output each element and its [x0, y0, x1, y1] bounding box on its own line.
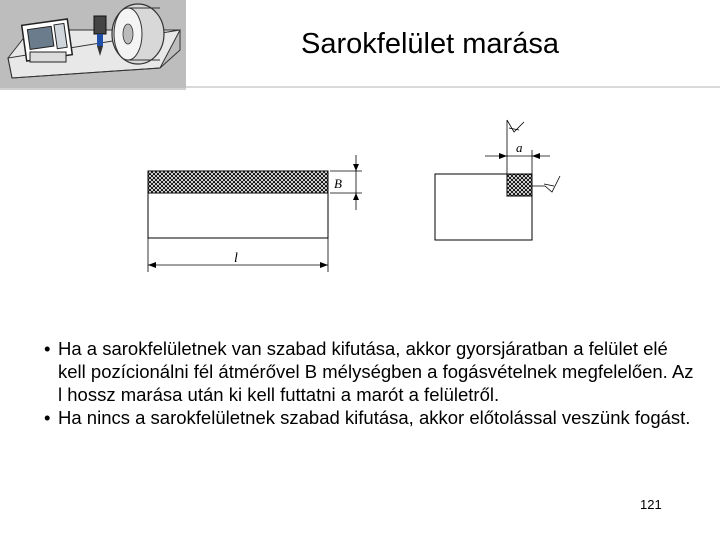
header-divider-left	[0, 88, 186, 90]
workpiece-side-view	[148, 155, 362, 272]
corner-milling-diagram	[130, 110, 610, 280]
dimension-label-width: a	[516, 140, 523, 155]
bullet-item: • Ha a sarokfelületnek van szabad kifutása, akkor gyorsjáratban a felület elé kell pozícionálni fél átmérővel B mélységben a fogásvételnek megfelelően. Az l hossz marása után ki kell futtatni a marót a felületről.	[44, 337, 694, 406]
dimension-label-length: l	[234, 251, 238, 266]
bullet-item: • Ha nincs a sarokfelületnek szabad kifutása, akkor előtolással veszünk fogást.	[44, 406, 694, 429]
slide-header	[0, 0, 720, 88]
cnc-machine-illustration-icon	[0, 0, 186, 88]
slide-title: Sarokfelület marása	[301, 28, 559, 60]
page-number: 121	[640, 497, 662, 512]
bullet-list	[44, 337, 694, 429]
dimension-label-height: B	[334, 176, 342, 191]
workpiece-end-view	[435, 120, 560, 240]
header-divider	[186, 86, 720, 88]
